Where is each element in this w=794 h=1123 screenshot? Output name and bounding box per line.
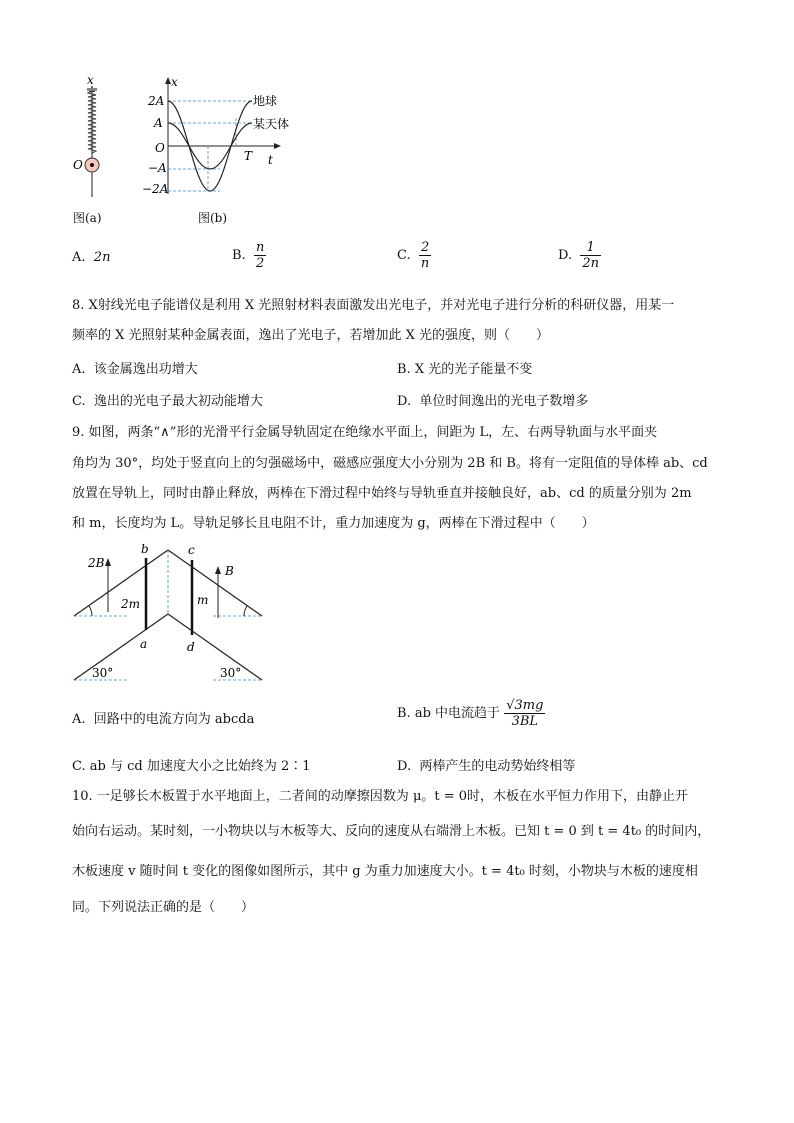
q9-rail-figure: [68, 540, 268, 685]
q9-fig-mass-left: 2m: [121, 597, 141, 611]
fig-b-legend-body: 某天体: [253, 117, 290, 131]
q9-option-b-text: ab 中电流趋于: [414, 706, 501, 721]
q8-option-a[interactable]: [72, 358, 198, 377]
q9-option-b[interactable]: [397, 698, 545, 729]
q8-option-c[interactable]: [72, 390, 263, 409]
q8-stem-line1: 8. X射线光电子能谱仪是利用 X 光照射材料表面激发出光电子，并对光电子进行分析的科研仪器，用某一: [72, 298, 675, 313]
fig-b-caption: 图(b): [198, 211, 228, 225]
fig-b-axis-t: t: [268, 153, 273, 167]
q10-stem-line4: 同。下列说法正确的是（ ）: [72, 900, 255, 915]
q7-option-d-label: D.: [558, 248, 573, 263]
figure-a-spring-oscillator: [60, 72, 120, 202]
q10-stem-line2: 始向右运动。某时刻，一小物块以与木板等大、反向的速度从右端滑上木板。已知 t = 0 到 t = 4t₀ 的时间内，: [72, 824, 711, 839]
q9-stem-line4: 和 m，长度均为 L。导轨足够长且电阻不计，重力加速度为 g，两棒在下滑过程中（ ）: [72, 516, 595, 531]
q10-stem-line3: 木板速度 v 随时间 t 变化的图像如图所示，其中 g 为重力加速度大小。t = 4t₀ 时刻，小物块与木板的速度相: [72, 864, 698, 879]
q7-option-c-label: C.: [397, 248, 411, 263]
q9-fig-label-d: d: [187, 640, 195, 654]
q8-option-d[interactable]: [397, 390, 588, 409]
q9-stem-line3: 放置在导轨上，同时由静止释放，两棒在下滑过程中始终与导轨垂直并接触良好，ab、cd 的质量分别为 2m: [72, 486, 692, 501]
fig-b-legend-earth: 地球: [253, 94, 278, 108]
q7-option-b-num: n: [255, 240, 265, 255]
q7-option-d[interactable]: [558, 240, 601, 271]
fig-b-tick-negA: −A: [148, 161, 167, 175]
q7-option-a-text: 2n: [93, 250, 111, 265]
q9-fig-label-b: b: [141, 542, 149, 556]
figure-b-xt-graph: [140, 72, 310, 202]
q10-stem-line1: 10. 一足够长木板置于水平地面上，二者间的动摩擦因数为 μ。t = 0时，木板在水平恒力作用下，由静止开: [72, 789, 689, 804]
fig-b-tick-A: A: [154, 116, 163, 130]
q8-option-b-label: B.: [397, 362, 411, 377]
q9-option-b-label: B.: [397, 706, 411, 721]
q9-option-c-text: ab 与 cd 加速度大小之比始终为 2∶1: [89, 759, 311, 774]
q7-option-c-num: 2: [419, 240, 431, 256]
q8-option-b-text: X 光的光子能量不变: [414, 362, 533, 377]
q8-option-d-label: D.: [397, 394, 412, 409]
q8-option-c-label: C.: [72, 394, 86, 409]
fig-a-caption: 图(a): [73, 211, 102, 225]
q8-option-a-text: 该金属逸出功增大: [93, 362, 198, 377]
q7-option-c-den: n: [420, 256, 430, 271]
q9-fig-angle-right: 30°: [220, 666, 242, 680]
q9-option-b-num: √3mg: [506, 698, 544, 713]
q9-option-a-label: A.: [72, 712, 86, 727]
q8-option-b[interactable]: [397, 358, 532, 377]
fig-b-tick-2A: 2A: [148, 94, 165, 108]
q8-option-a-label: A.: [72, 362, 86, 377]
fig-b-period-label: T: [244, 149, 253, 163]
q9-option-c-label: C.: [72, 759, 86, 774]
fig-b-origin: O: [155, 141, 165, 155]
q9-stem-line2: 角均为 30°，均处于竖直向上的匀强磁场中，磁感应强度大小分别为 2B 和 B。将有一定阻值的导体棒 ab、cd: [72, 456, 708, 471]
q9-option-d-text: 两棒产生的电动势始终相等: [419, 759, 576, 774]
q9-option-a-text: 回路中的电流方向为 abcda: [93, 712, 255, 727]
fig-b-tick-neg2A: −2A: [142, 182, 169, 196]
q9-option-d[interactable]: [397, 755, 575, 774]
q9-fig-mass-right: m: [197, 593, 209, 607]
fig-b-axis-x: x: [171, 75, 178, 89]
q9-fig-label-c: c: [188, 543, 195, 557]
fig-a-axis-label: x: [87, 73, 94, 87]
q9-option-c[interactable]: [72, 755, 311, 774]
q7-option-a-label: A.: [72, 250, 86, 265]
q9-option-d-label: D.: [397, 759, 412, 774]
q7-option-b[interactable]: [232, 240, 266, 271]
q9-option-b-den: 3BL: [511, 714, 539, 729]
q9-fig-field-right: B: [225, 564, 234, 578]
q9-fig-field-left: 2B: [88, 556, 105, 570]
q7-option-a[interactable]: [72, 250, 110, 265]
q9-fig-angle-left: 30°: [92, 666, 114, 680]
q7-option-b-den: 2: [256, 256, 265, 271]
q9-fig-label-a: a: [140, 637, 148, 651]
q7-option-c[interactable]: [397, 240, 431, 271]
q7-option-d-num: 1: [580, 240, 601, 256]
q8-option-c-text: 逸出的光电子最大初动能增大: [93, 394, 263, 409]
q8-option-d-text: 单位时间逸出的光电子数增多: [419, 394, 589, 409]
q9-option-a[interactable]: [72, 708, 254, 727]
q7-option-b-label: B.: [232, 248, 246, 263]
q9-stem-line1: 9. 如图，两条“∧”形的光滑平行金属导轨固定在绝缘水平面上，间距为 L，左、右两导轨面与水平面夹: [72, 425, 658, 440]
fig-a-origin-label: O: [73, 158, 83, 172]
q8-stem-line2: 频率的 X 光照射某种金属表面，逸出了光电子，若增加此 X 光的强度，则（ ）: [72, 328, 550, 343]
q7-option-d-den: 2n: [582, 256, 600, 271]
